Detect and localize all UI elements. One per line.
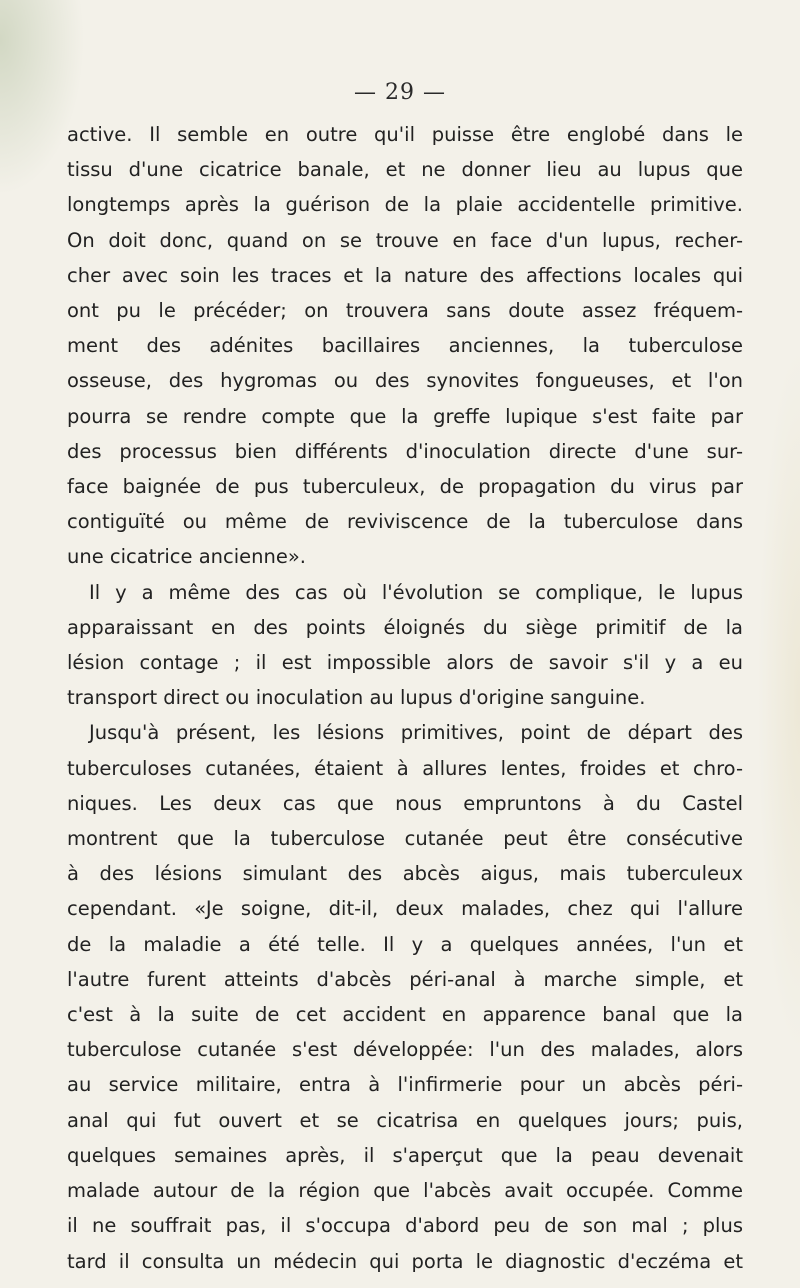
page-number: — 29 — — [354, 80, 446, 105]
text-line: cher avec soin les traces et la nature des affections locales qui — [67, 263, 743, 287]
text-line: tuberculose cutanée s'est développée: l'un des malades, alors — [67, 1038, 743, 1062]
text-line: active. Il semble en outre qu'il puisse être englobé dans le — [67, 123, 743, 146]
text-line: face baignée de pus tuberculeux, de propagation du virus par — [67, 475, 743, 499]
text-line: à des lésions simulant des abcès aigus, mais tuberculeux — [67, 862, 743, 886]
text-line: anal qui fut ouvert et se cicatrisa en quelques jours; puis, — [67, 1108, 743, 1132]
text-line: tissu d'une cicatrice banale, et ne donner lieu au lupus que — [67, 158, 743, 182]
text-line: montrent que la tuberculose cutanée peut être consécutive — [67, 827, 743, 851]
text-line: cependant. «Je soigne, dit-il, deux malades, chez qui l'allure — [67, 897, 743, 921]
text-line: ont pu le précéder; on trouvera sans doute assez fréquem- — [67, 299, 743, 323]
text-line: de la maladie a été telle. Il y a quelques années, l'un et — [67, 932, 743, 956]
text-line: Jusqu'à présent, les lésions primitives, point de départ des — [89, 721, 743, 745]
text-line: On doit donc, quand on se trouve en face d'un lupus, recher- — [67, 228, 743, 252]
text-line: des processus bien différents d'inoculation directe d'une sur- — [67, 439, 743, 463]
text-line: apparaissant en des points éloignés du siège primitif de la — [67, 615, 743, 639]
text-line: malade autour de la région que l'abcès avait occupée. Comme — [67, 1179, 743, 1203]
text-line: il ne souffrait pas, il s'occupa d'abord peu de son mal ; plus — [67, 1214, 743, 1238]
text-line: transport direct ou inoculation au lupus d'origine sanguine. — [67, 686, 646, 710]
text-line: c'est à la suite de cet accident en apparence banal que la — [67, 1003, 743, 1027]
text-line: tuberculoses cutanées, étaient à allures lentes, froides et chro- — [67, 756, 743, 780]
text-line: ment des adénites bacillaires anciennes, la tuberculose — [67, 334, 743, 358]
text-line: contiguïté ou même de reviviscence de la tuberculose dans — [67, 510, 743, 534]
body-text — [67, 117, 743, 1279]
text-line: longtemps après la guérison de la plaie accidentelle primitive. — [67, 193, 743, 217]
text-line: une cicatrice ancienne». — [67, 545, 307, 569]
text-line: pourra se rendre compte que la greffe lupique s'est faite par — [67, 404, 743, 428]
text-line: osseuse, des hygromas ou des synovites fongueuses, et l'on — [67, 369, 743, 393]
text-line: lésion contage ; il est impossible alors de savoir s'il y a eu — [67, 651, 743, 675]
text-line: au service militaire, entra à l'infirmerie pour un abcès péri- — [67, 1073, 743, 1097]
text-line: l'autre furent atteints d'abcès péri-anal à marche simple, et — [67, 967, 743, 991]
text-line: quelques semaines après, il s'aperçut que la peau devenait — [67, 1143, 743, 1167]
text-line: niques. Les deux cas que nous empruntons à du Castel — [67, 791, 743, 815]
text-line: tard il consulta un médecin qui porta le diagnostic d'eczéma et — [67, 1249, 743, 1273]
text-line: Il y a même des cas où l'évolution se complique, le lupus — [89, 580, 743, 604]
